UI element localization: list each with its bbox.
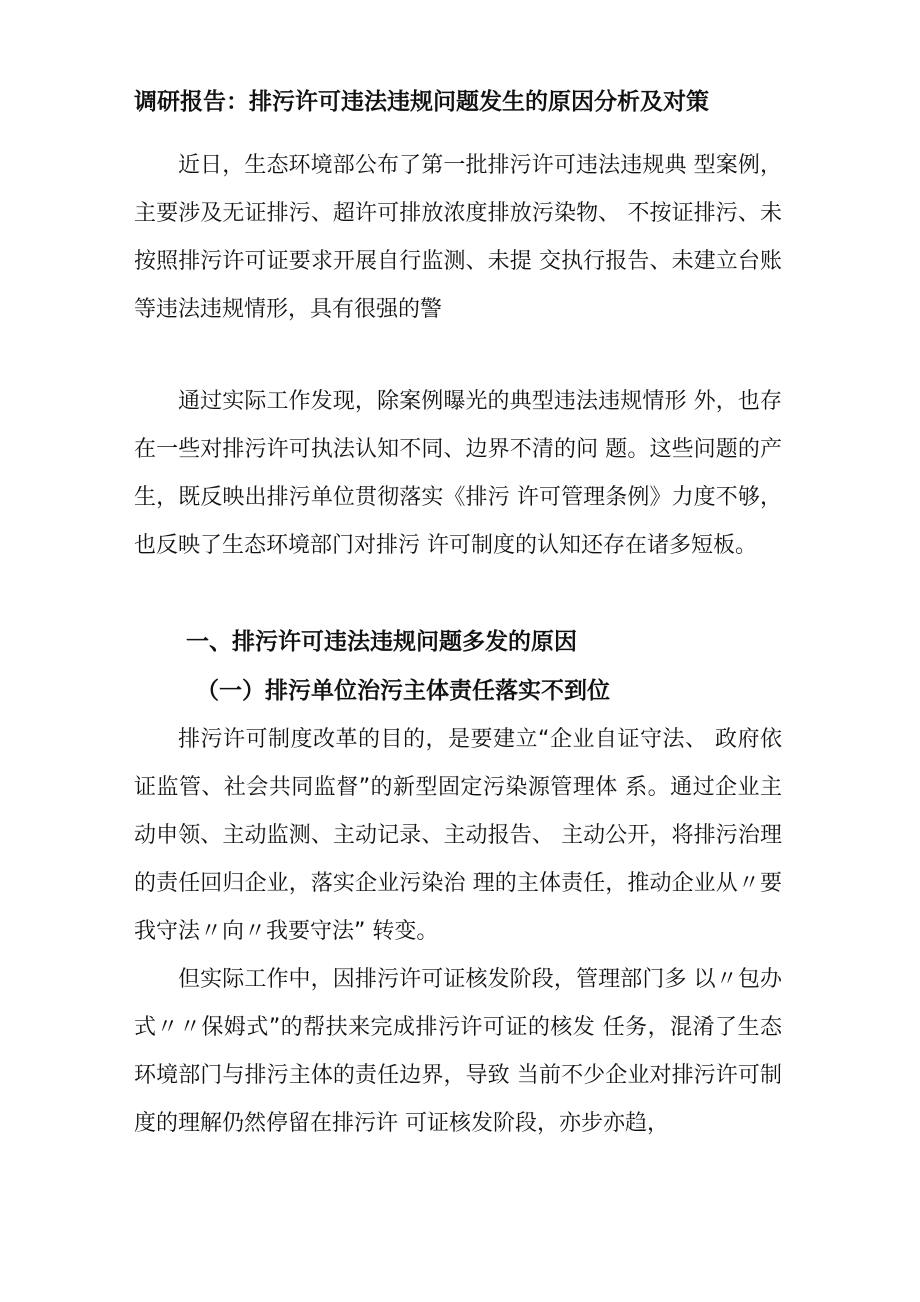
paragraph-reform-purpose: 排污许可制度改革的目的，是要建立“企业自证守法、 政府依证监管、社会共同监督”的新型固定污染源管理体 系。通过企业主动申领、主动监测、主动记录、主动报告、 主动公开，将排污治理的责任回归企业，落实企业污染治 理的主体责任，推动企业从〃要我守法〃向〃我要守法” 转变。 — [134, 727, 782, 944]
subsection-heading: （一）排污单位治污主体责任落实不到位 — [196, 678, 610, 704]
document-title: 调研报告：排污许可违法违规问题发生的原因分析及对策 — [134, 89, 709, 115]
paragraph-findings: 通过实际工作发现，除案例曝光的典型违法违规情形 外，也存在一些对排污许可执法认知不同、边界不清的问 题。这些问题的产生，既反映出排污单位贯彻落实《排污 许可管理条例》力度不够，也反映了生态环境部门对排污 许可制度的认知还存在诸多短板。 — [134, 389, 782, 558]
paragraph-intro: 近日，生态环境部公布了第一批排污许可违法违规典 型案例，主要涉及无证排污、超许可排放浓度排放污染物、 不按证排污、未按照排污许可证要求开展自行监测、未提 交执行报告、未建立台账等违法违规情形，具有很强的警 — [134, 153, 782, 322]
paragraph-practice: 但实际工作中，因排污许可证核发阶段，管理部门多 以〃包办式〃〃保姆式”的帮扶来完成排污许可证的核发 任务，混淆了生态环境部门与排污主体的责任边界，导致 当前不少企业对排污许可制度的理解仍然停留在排污许 可证核发阶段，亦步亦趋， — [134, 967, 782, 1136]
section-heading: 一、排污许可违法违规问题多发的原因 — [186, 629, 577, 655]
